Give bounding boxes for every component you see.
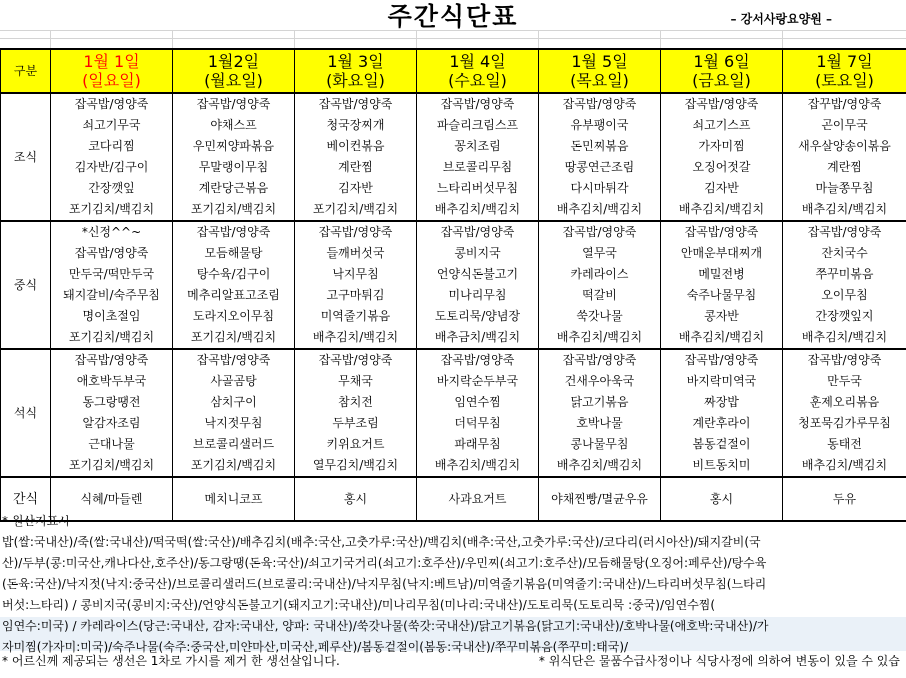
menu-item: 메추리알표고조림 xyxy=(173,285,295,306)
menu-item: 열무김치/백김치 xyxy=(295,455,417,477)
menu-item: 계란후라이 xyxy=(661,413,783,434)
menu-item: 근대나물 xyxy=(51,434,173,455)
menu-item: 건새우아욱국 xyxy=(539,371,661,392)
facility-name: – 강서사랑요양원 – xyxy=(730,12,832,26)
snack-item: 메치니코프 xyxy=(173,477,295,521)
menu-item: 파래무침 xyxy=(417,434,539,455)
origin-notice xyxy=(0,511,906,658)
day-of-week: (일요일) xyxy=(82,71,141,90)
snack-item: 식혜/마들렌 xyxy=(51,477,173,521)
menu-item: 배추김치/백김치 xyxy=(417,199,539,221)
menu-row xyxy=(1,243,906,264)
menu-item: 배추김치/백김치 xyxy=(783,455,906,477)
day-of-week: (목요일) xyxy=(570,71,629,90)
page-title: 주간식단표 xyxy=(387,2,519,31)
menu-item: 동태전 xyxy=(783,434,906,455)
menu-item: 열무국 xyxy=(539,243,661,264)
menu-item: 쇠고기무국 xyxy=(51,115,173,136)
menu-item: 배추김치/백김치 xyxy=(783,327,906,349)
menu-item: 도토리묵/양념장 xyxy=(417,306,539,327)
menu-row xyxy=(1,413,906,434)
menu-item: 브로콜리무침 xyxy=(417,157,539,178)
menu-item: 동그랑땡전 xyxy=(51,392,173,413)
menu-item: 낙지젓무침 xyxy=(173,413,295,434)
menu-item: 비트동치미 xyxy=(661,455,783,477)
menu-item: 계란찜 xyxy=(783,157,906,178)
menu-row xyxy=(1,264,906,285)
day-of-week: (월요일) xyxy=(204,71,263,90)
menu-row xyxy=(1,306,906,327)
menu-item: 파슬리크림스프 xyxy=(417,115,539,136)
menu-item: 잡곡밥/영양죽 xyxy=(173,349,295,371)
menu-item: 배추금치/백김치 xyxy=(417,327,539,349)
menu-item: 잡곡밥/영양죽 xyxy=(417,349,539,371)
menu-item: 간장깻잎지 xyxy=(783,306,906,327)
snack-item: 홍시 xyxy=(661,477,783,521)
menu-item: 오징어젓갈 xyxy=(661,157,783,178)
menu-item: 잡곡밥/영양죽 xyxy=(51,93,173,115)
snack-item: 홍시 xyxy=(295,477,417,521)
menu-item: 포기김치/백김치 xyxy=(173,199,295,221)
menu-item: 새우살양송이볶음 xyxy=(783,136,906,157)
menu-row xyxy=(1,93,906,115)
menu-item: 두부조림 xyxy=(295,413,417,434)
menu-item: 호박나물 xyxy=(539,413,661,434)
menu-item: 포기김치/백김치 xyxy=(295,199,417,221)
menu-row xyxy=(1,371,906,392)
menu-item: 포기김치/백김치 xyxy=(173,327,295,349)
menu-row xyxy=(1,434,906,455)
menu-item: 다시마튀각 xyxy=(539,178,661,199)
day-header-4 xyxy=(417,49,539,93)
menu-item: 떡갈비 xyxy=(539,285,661,306)
menu-item: 미역줄기볶음 xyxy=(295,306,417,327)
menu-item: 만두국 xyxy=(783,371,906,392)
menu-row xyxy=(1,327,906,349)
day-date: 1월 1일 xyxy=(83,52,140,71)
origin-line: 산)/두부(콩:미국산,캐나다산,호주산)/동그랑땡(돈육:국산)/쇠고기국거리(쇠고기:호주산)/우민찌(쇠고기:호주산)/모듬해물탕(오징어:페루산)/탕수육 xyxy=(2,556,767,570)
menu-item: 잡곡밥/영양죽 xyxy=(173,221,295,243)
menu-item: 청포묵김가루무침 xyxy=(783,413,906,434)
day-header-2 xyxy=(173,49,295,93)
day-header-1 xyxy=(51,49,173,93)
day-date: 1월2일 xyxy=(207,52,260,71)
menu-row xyxy=(1,178,906,199)
day-date: 1월 5일 xyxy=(571,52,628,71)
snack-item: 사과요거트 xyxy=(417,477,539,521)
menu-row xyxy=(1,199,906,221)
menu-row xyxy=(1,392,906,413)
menu-item: 안매운부대찌개 xyxy=(661,243,783,264)
menu-item: 청국장찌개 xyxy=(295,115,417,136)
menu-item: 가자미찜 xyxy=(661,136,783,157)
menu-item: 땅콩연근조림 xyxy=(539,157,661,178)
menu-item: 낙지무침 xyxy=(295,264,417,285)
menu-row xyxy=(1,136,906,157)
day-header-5 xyxy=(539,49,661,93)
menu-item: 애호박두부국 xyxy=(51,371,173,392)
menu-item: 잡꾸밥/영양죽 xyxy=(783,93,906,115)
menu-item: *신정^^~ xyxy=(51,221,173,243)
menu-item: 유부팽이국 xyxy=(539,115,661,136)
snack-item: 야채찐빵/멸균우유 xyxy=(539,477,661,521)
menu-item: 포기김치/백김치 xyxy=(51,199,173,221)
menu-item: 카레라이스 xyxy=(539,264,661,285)
menu-item: 잡곡밥/영양죽 xyxy=(295,221,417,243)
meal-label: 조식 xyxy=(1,93,51,221)
menu-item: 배추김치/백김치 xyxy=(539,327,661,349)
menu-item: 배추김치/백김치 xyxy=(295,327,417,349)
menu-item: 잡곡밥/영양죽 xyxy=(295,349,417,371)
menu-item: 참치전 xyxy=(295,392,417,413)
origin-line: 버섯:느타리) / 콩비지국(콩비지:국산)/언양식돈불고기(돼지고기:국내산)/미나리무침(미나리:국내산)/도토리묵(도토리묵 :중국)/임연수찜( xyxy=(2,598,716,612)
menu-item: 도라지오이무침 xyxy=(173,306,295,327)
menu-item: 미나리무침 xyxy=(417,285,539,306)
menu-item: 잡곡밥/영양죽 xyxy=(783,221,906,243)
menu-item: 잡곡밥/영양죽 xyxy=(173,93,295,115)
menu-item: 잡곡밥/영양죽 xyxy=(417,221,539,243)
menu-item: 들깨버섯국 xyxy=(295,243,417,264)
origin-line: 임연수:미국) / 카레라이스(당근:국내산, 감자:국내산, 양파: 국내산)/쑥갓나물(쑥갓:국내산)/닭고기볶음(닭고기:국내산)/호박나물(애호박:국내산)/가 xyxy=(2,619,769,633)
menu-row xyxy=(1,349,906,371)
menu-row xyxy=(1,455,906,477)
sheet-top-area xyxy=(0,0,906,48)
menu-item: 바지락순두부국 xyxy=(417,371,539,392)
menu-item: 잡곡밥/영양죽 xyxy=(661,349,783,371)
day-of-week: (금요일) xyxy=(692,71,751,90)
menu-item: 키위요거트 xyxy=(295,434,417,455)
menu-item: 봄동겉절이 xyxy=(661,434,783,455)
menu-item: 잡곡밥/영양죽 xyxy=(539,93,661,115)
menu-item: 코다리찜 xyxy=(51,136,173,157)
menu-item: 삼치구이 xyxy=(173,392,295,413)
day-header-6 xyxy=(661,49,783,93)
menu-item: 베이컨볶음 xyxy=(295,136,417,157)
gridline-horizontal xyxy=(0,38,906,39)
origin-line: 밥(쌀:국내산)/죽(쌀:국내산)/떡국떡(쌀:국산)/배추김치(배추:국산,고춧가루:국산)/백김치(배추:국산,고춧가루:국산)/코다리(러시아산)/돼지갈비(국 xyxy=(2,535,761,549)
menu-item: 브로콜리샐러드 xyxy=(173,434,295,455)
day-date: 1월 3일 xyxy=(327,52,384,71)
origin-line: 자미찜(가자미:미국)/숙주나물(숙주:중국산,미얀마산,미국산,페루산)/봄동겉절이(봄동:국내산)/쭈꾸미볶음(쭈꾸미:태국)/ xyxy=(2,640,629,654)
menu-item: 잡곡밥/영양죽 xyxy=(417,93,539,115)
menu-item: 탕수육/김구이 xyxy=(173,264,295,285)
menu-item: 명이초절임 xyxy=(51,306,173,327)
origin-line: (돈육:국산)/낙지젓(낙지:중국산)/브로콜리샐러드(브로콜리:국내산)/낙지무침(낙지:베트남)/미역줄기볶음(미역줄기:국내산)/느타리버섯무침(느타리 xyxy=(2,577,767,591)
menu-item: 배추김치/백김치 xyxy=(539,455,661,477)
menu-item: 포기김치/백김치 xyxy=(51,327,173,349)
menu-item: 배추김치/백김치 xyxy=(783,199,906,221)
menu-item: 사골곰탕 xyxy=(173,371,295,392)
menu-item: 돼지갈비/숙주무침 xyxy=(51,285,173,306)
menu-item: 느타리버섯무침 xyxy=(417,178,539,199)
menu-item: 김자반 xyxy=(295,178,417,199)
menu-row xyxy=(1,115,906,136)
menu-item: 포기김치/백김치 xyxy=(51,455,173,477)
menu-item: 돈민찌볶음 xyxy=(539,136,661,157)
menu-item: 잡곡밥/영양죽 xyxy=(539,221,661,243)
menu-row xyxy=(1,157,906,178)
menu-item: 포기김치/백김치 xyxy=(173,455,295,477)
menu-item: 간장깻잎 xyxy=(51,178,173,199)
menu-item: 잡곡밥/영양죽 xyxy=(51,243,173,264)
menu-row xyxy=(1,285,906,306)
menu-item: 꽁치조림 xyxy=(417,136,539,157)
menu-item: 숙주나물무침 xyxy=(661,285,783,306)
menu-item: 잔치국수 xyxy=(783,243,906,264)
menu-item: 콩나물무침 xyxy=(539,434,661,455)
menu-item: 만두국/떡만두국 xyxy=(51,264,173,285)
day-of-week: (화요일) xyxy=(326,71,385,90)
day-header-3 xyxy=(295,49,417,93)
gubun-header: 구분 xyxy=(1,49,51,93)
menu-item: 우민찌양파볶음 xyxy=(173,136,295,157)
snack-item: 두유 xyxy=(783,477,906,521)
menu-row xyxy=(1,221,906,243)
menu-item: 알감자조림 xyxy=(51,413,173,434)
menu-item: 콩비지국 xyxy=(417,243,539,264)
menu-item: 짜장밥 xyxy=(661,392,783,413)
menu-item: 무채국 xyxy=(295,371,417,392)
menu-item: 쑥갓나물 xyxy=(539,306,661,327)
menu-item: 모듬해물탕 xyxy=(173,243,295,264)
menu-item: 계란당근볶음 xyxy=(173,178,295,199)
day-date: 1월 6일 xyxy=(693,52,750,71)
day-header-7 xyxy=(783,49,906,93)
footer-notes xyxy=(0,651,906,672)
day-of-week: (수요일) xyxy=(448,71,507,90)
menu-item: 쇠고기스프 xyxy=(661,115,783,136)
menu-item: 잡곡밥/영양죽 xyxy=(783,349,906,371)
menu-item: 마늘쫑무침 xyxy=(783,178,906,199)
origin-line: * 원산지표시 xyxy=(2,514,70,528)
menu-item: 배추김치/백김치 xyxy=(661,199,783,221)
menu-item: 배추김치/백김치 xyxy=(539,199,661,221)
menu-item: 무말랭이무침 xyxy=(173,157,295,178)
menu-item: 오이무침 xyxy=(783,285,906,306)
menu-item: 닭고기볶음 xyxy=(539,392,661,413)
menu-item: 배추김치/백김치 xyxy=(417,455,539,477)
menu-item: 잡곡밥/영양죽 xyxy=(661,93,783,115)
day-date: 1월 4일 xyxy=(449,52,506,71)
menu-item: 바지락미역국 xyxy=(661,371,783,392)
meal-label: 석식 xyxy=(1,349,51,477)
menu-item: 김자반 xyxy=(661,178,783,199)
menu-item: 잡곡밥/영양죽 xyxy=(539,349,661,371)
menu-item: 김자반/김구이 xyxy=(51,157,173,178)
menu-item: 야채스프 xyxy=(173,115,295,136)
day-of-week: (토요일) xyxy=(815,71,874,90)
menu-item: 임연수찜 xyxy=(417,392,539,413)
menu-item: 잡곡밥/영양죽 xyxy=(295,93,417,115)
weekly-menu-table xyxy=(0,48,906,522)
menu-item: 메밀전병 xyxy=(661,264,783,285)
menu-item: 콩자반 xyxy=(661,306,783,327)
menu-item: 언양식돈불고기 xyxy=(417,264,539,285)
meal-label: 중식 xyxy=(1,221,51,349)
snack-label: 간식 xyxy=(1,477,51,521)
menu-item: 훈제오리볶음 xyxy=(783,392,906,413)
menu-item: 고구마튀김 xyxy=(295,285,417,306)
header-row xyxy=(1,49,906,93)
fish-note: * 어르신께 제공되는 생선은 1차로 가시를 제거 한 생선살입니다. xyxy=(2,654,340,668)
menu-item: 배추김치/백김치 xyxy=(661,327,783,349)
menu-item: 계란찜 xyxy=(295,157,417,178)
menu-change-note: * 위식단은 물품수급사정이나 식당사정에 의하여 변동이 있을 수 있습 xyxy=(538,654,900,668)
menu-item: 쭈꾸미볶음 xyxy=(783,264,906,285)
menu-item: 잡곡밥/영양죽 xyxy=(661,221,783,243)
menu-item: 잡곡밥/영양죽 xyxy=(51,349,173,371)
menu-item: 더덕무침 xyxy=(417,413,539,434)
menu-item: 곤이무국 xyxy=(783,115,906,136)
day-date: 1월 7일 xyxy=(816,52,873,71)
